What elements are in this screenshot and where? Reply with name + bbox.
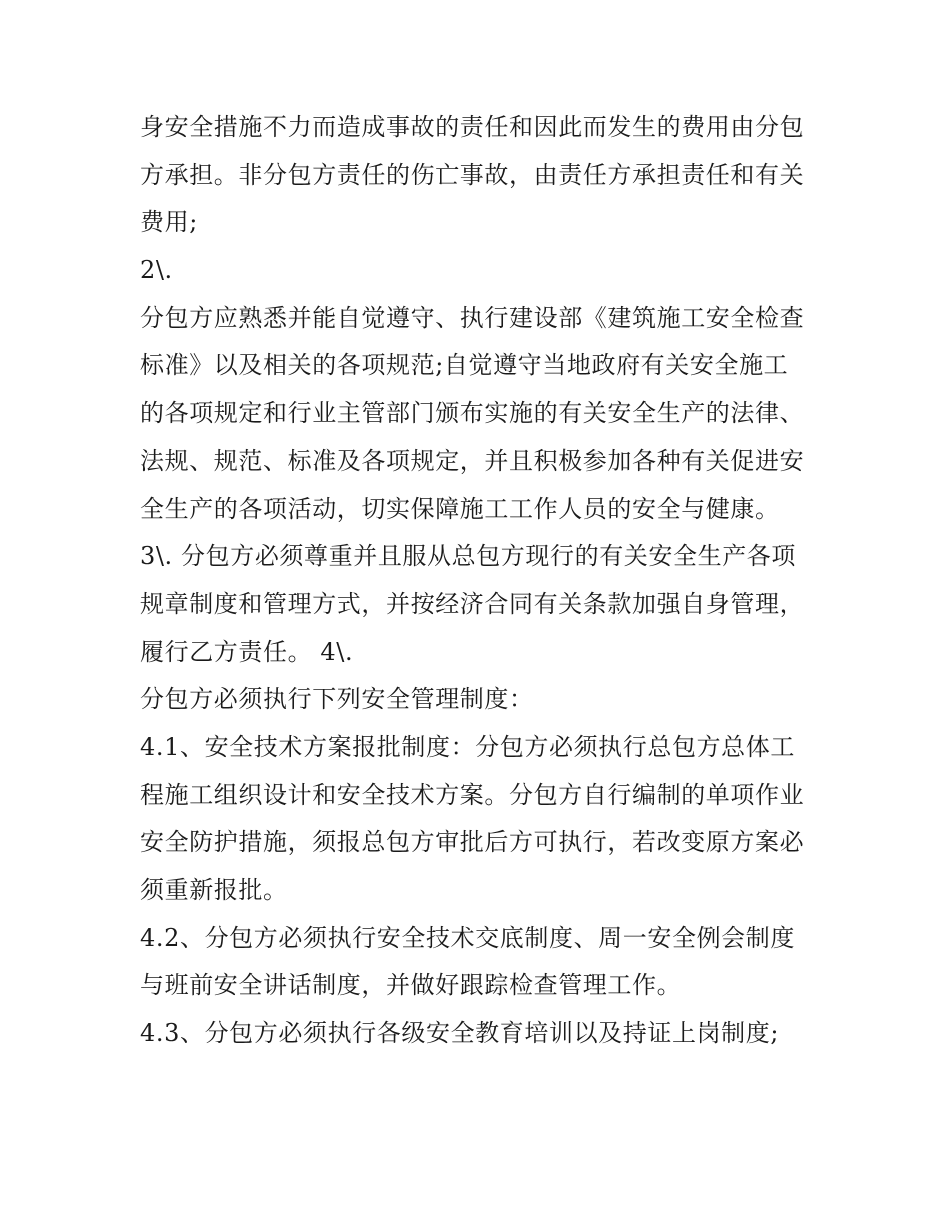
text-line: 方承担。非分包方责任的伤亡事故，由责任方承担责任和有关 xyxy=(140,160,805,189)
text-line: 程施工组织设计和安全技术方案。分包方自行编制的单项作业 xyxy=(140,780,805,809)
text-line: 履行乙方责任。 4\. xyxy=(140,637,354,666)
text-line: 全生产的各项活动，切实保障施工工作人员的安全与健康。 xyxy=(140,494,780,523)
text-line: 分包方必须执行下列安全管理制度： xyxy=(140,685,534,714)
text-line: 4.3、分包方必须执行各级安全教育培训以及持证上岗制度; xyxy=(140,1019,780,1048)
text-line: 分包方应熟悉并能自觉遵守、执行建设部《建筑施工安全检查 xyxy=(140,303,805,332)
text-line: 4.1、安全技术方案报批制度：分包方必须执行总包方总体工 xyxy=(140,732,795,761)
text-line: 须重新报批。 xyxy=(140,876,288,904)
text-line: 规章制度和管理方式，并按经济合同有关条款加强自身管理， xyxy=(140,589,805,618)
text-line: 费用; xyxy=(140,208,198,237)
text-line: 4.2、分包方必须执行安全技术交底制度、周一安全例会制度 xyxy=(140,923,795,952)
text-line: 2\. xyxy=(140,256,173,285)
text-line: 3\. 分包方必须尊重并且服从总包方现行的有关安全生产各项 xyxy=(140,542,797,571)
text-line: 标准》以及相关的各项规范;自觉遵守当地政府有关安全施工 xyxy=(140,351,789,380)
text-line: 的各项规定和行业主管部门颁布实施的有关安全生产的法律、 xyxy=(140,399,805,428)
text-line: 安全防护措施，须报总包方审批后方可执行，若改变原方案必 xyxy=(140,828,805,857)
text-line: 法规、规范、标准及各项规定，并且积极参加各种有关促进安 xyxy=(140,446,805,475)
document-body xyxy=(140,104,830,1058)
text-line: 身安全措施不力而造成事故的责任和因此而发生的费用由分包 xyxy=(140,113,805,141)
text-line: 与班前安全讲话制度，并做好跟踪检查管理工作。 xyxy=(140,971,682,1000)
